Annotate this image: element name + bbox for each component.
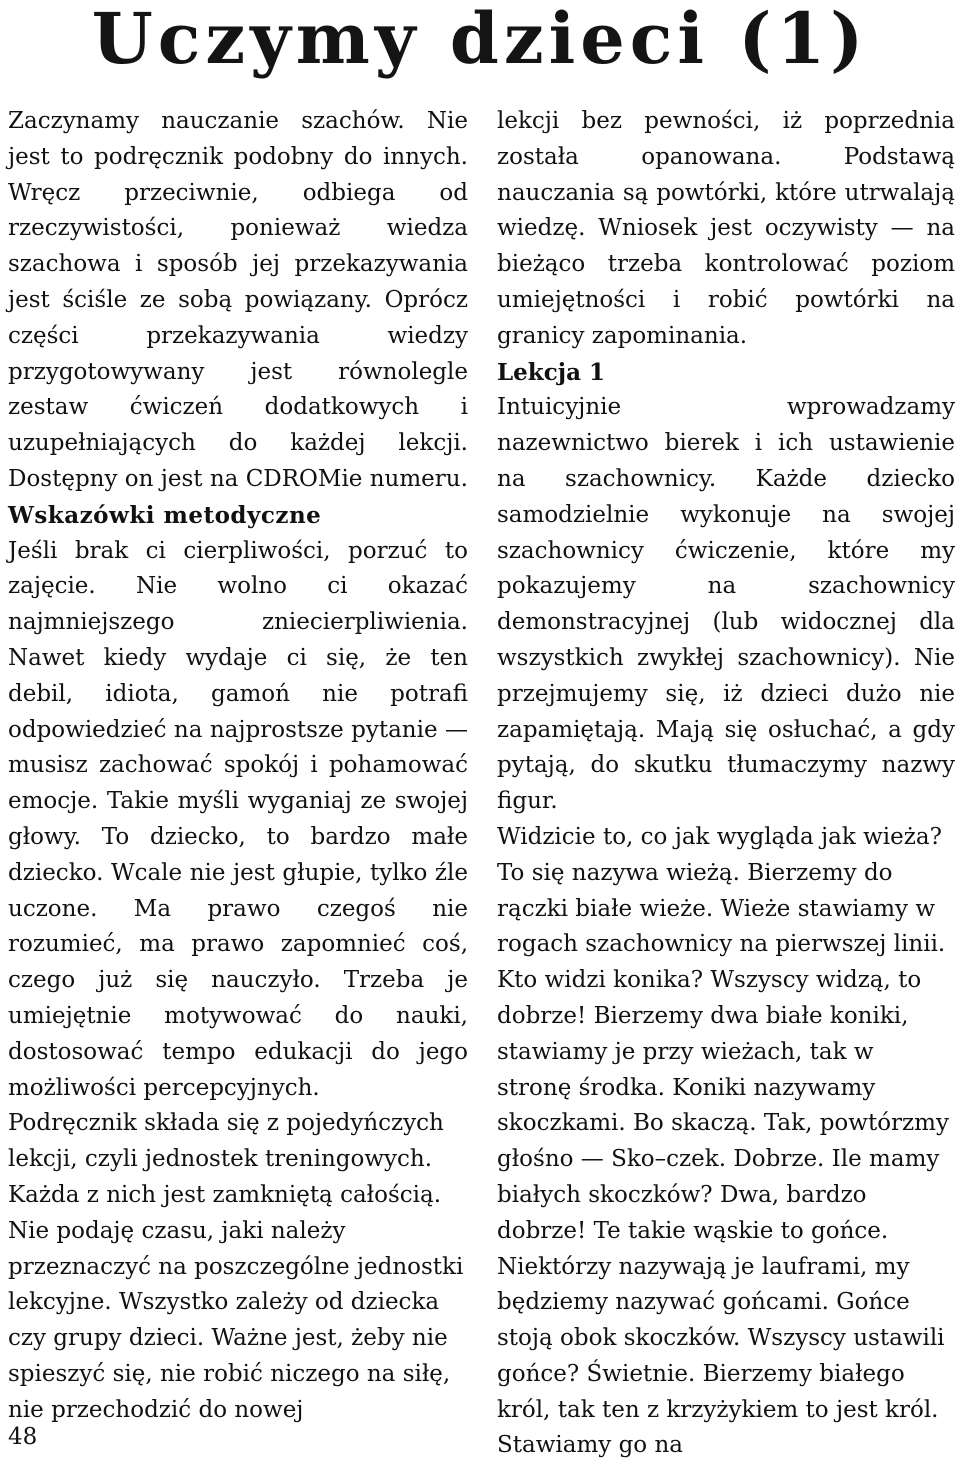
body-paragraph: Intuicyjnie wprowadzamy nazewnictwo bierek i ich ustawienie na szachownicy. Każde dziecko samodzielnie wykonuje na swojej szachownicy ćwiczenie, które my pokazujemy na szachownicy demonstracyjnej (lub widocznej dla wszystkich zwykłej szachownicy). Nie przejmujemy się, iż dzieci dużo nie zapamiętają. Mają się osłuchać, a gdy pytają, do skutku tłumaczymy nazwy figur. (497, 394, 955, 815)
intro-paragraph: Zaczynamy nauczanie szachów. Nie jest to podręcznik podobny do innych. Wręcz przeciwnie, odbiega od rzeczywistości, ponieważ wiedza szachowa i sposób jej przekazywania jest ściśle ze sobą powiązany. Oprócz części przekazywania wiedzy przygotowywany jest równolegle zestaw ćwiczeń dodatkowych i uzupełniających do każdej lekcji. Dostępny on jest na CDROMie numeru. (8, 108, 468, 492)
section-heading-lesson: Lekcja 1 (497, 358, 605, 386)
page-number: 48 (8, 1424, 38, 1450)
section-heading-methodology: Wskazówki metodyczne (8, 501, 322, 529)
body-paragraph: Podręcznik składa się z pojedyńczych lekcji, czyli jednostek treningowych. Każda z nich jest zamkniętą całością. Nie podaję czasu, jaki należy przeznaczyć na poszczególne jednostki lekcyjne. Wszystko zależy od dziecka czy grupy dzieci. Ważne jest, żeby nie spieszyć się, nie robić niczego na siłę, nie przechodzić do nowej (8, 1110, 464, 1423)
right-column (497, 104, 955, 1464)
body-paragraph: lekcji bez pewności, iż poprzednia została opanowana. Podstawą nauczania są powtórki, które utrwalają wiedzę. Wniosek jest oczywisty — na bieżąco trzeba kontrolować poziom umiejętności i robić powtórki na granicy zapominania. (497, 108, 955, 349)
body-paragraph: Jeśli brak ci cierpliwości, porzuć to zajęcie. Nie wolno ci okazać najmniejszego zniecierpliwienia. Nawet kiedy wydaje ci się, że ten debil, idiota, gamoń nie potrafi odpowiedzieć na najprostsze pytanie — musisz zachować spokój i pohamować emocje. Takie myśli wyganiaj ze swojej głowy. To dziecko, to bardzo małe dziecko. Wcale nie jest głupie, tylko źle uczone. Ma prawo czegoś nie rozumieć, ma prawo zapomnieć coś, czego już się nauczyło. Trzeba je umiejętnie motywować do nauki, dostosować tempo edukacji do jego możliwości percepcyjnych. (8, 537, 468, 1101)
page-title: Uczymy dzieci (1) (91, 0, 869, 80)
body-paragraph: Widzicie to, co jak wygląda jak wieża? To się nazywa wieżą. Bierzemy do rączki białe wieże. Wieże stawiamy w rogach szachownicy na pierwszej linii. Kto widzi konika? Wszyscy widzą, to dobrze! Bierzemy dwa białe koniki, stawiamy je przy wieżach, tak w stronę środka. Koniki nazywamy skoczkami. Bo skaczą. Tak, powtórzmy głośno — Sko–czek. Dobrze. Ile mamy białych skoczków? Dwa, bardzo dobrze! Te takie wąskie to gońce. Niektórzy nazywają je lauframi, my będziemy nazywać gońcami. Gońce stoją obok skoczków. Wszyscy ustawili gońce? Świetnie. Bierzemy białego król, tak ten z krzyżykiem to jest król. Stawiamy go na (497, 823, 949, 1459)
left-column (8, 104, 468, 1428)
